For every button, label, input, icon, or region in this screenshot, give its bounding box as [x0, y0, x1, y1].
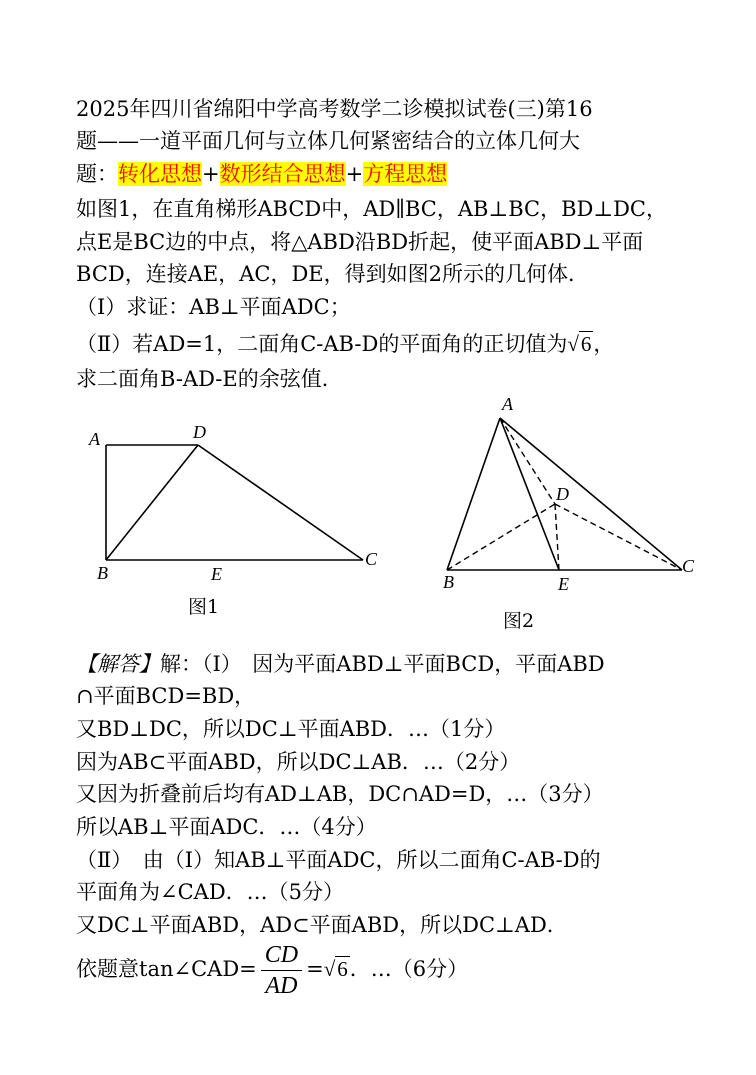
sqrt-radicand: 6: [580, 332, 592, 356]
tag-equation-thinking: 方程思想: [363, 162, 448, 186]
figure-2-caption: 图2: [503, 610, 535, 632]
fig1-label-a: A: [89, 429, 100, 449]
part2-end: ，: [593, 332, 615, 356]
fig1-segment-bd: [106, 445, 198, 560]
solution-line-4: 因为AB⊂平面ABD，所以DC⊥AB．…（2分）: [76, 750, 521, 774]
fig1-label-d: D: [193, 422, 206, 442]
fig1-label-e: E: [211, 564, 222, 584]
problem-line-3: BCD，连接AE，AC，DE，得到如图2所示的几何体．: [76, 262, 589, 286]
figure-1-caption: 图1: [188, 596, 220, 618]
title-prefix: 题：: [76, 162, 118, 186]
solution-line-1: [76, 651, 605, 677]
title-line-3: [76, 161, 447, 187]
fig2-label-b: B: [443, 572, 454, 592]
fraction-cd-ad: [261, 940, 302, 1001]
sqrt-expression-2: √6: [323, 957, 348, 981]
solution-line-6: 所以AB⊥平面ADC．…（4分）: [76, 815, 377, 839]
solution-line-3: 又BD⊥DC，所以DC⊥平面ABD．…（1分）: [76, 717, 506, 741]
fig2-segment-ae: [500, 418, 559, 570]
tag-plus-1: +: [202, 162, 220, 186]
problem-part-2: [76, 331, 614, 357]
fraction-denominator: AD: [265, 973, 298, 999]
sqrt-expression: √6: [567, 332, 592, 356]
solution-line-8: 平面角为∠CAD．…（5分）: [76, 880, 345, 904]
fig2-label-a: A: [502, 394, 513, 414]
figure-1: [80, 415, 390, 600]
solution-line-10-text: 依题意tan∠CAD=: [76, 957, 257, 981]
solution-line-9: 又DC⊥平面ABD，AD⊂平面ABD，所以DC⊥AD．: [76, 913, 568, 937]
solution-line-7: （Ⅱ） 由（Ⅰ）知AB⊥平面ADC，所以二面角C-AB-D的: [76, 848, 601, 872]
solution-line-10-end: ．…（6分）: [349, 957, 469, 981]
sqrt-radicand-2: 6: [337, 957, 348, 981]
fig2-segment-ad: [500, 418, 555, 504]
fig1-label-b: B: [97, 563, 108, 583]
tag-plus-2: +: [345, 162, 364, 186]
fig1-label-c: C: [365, 549, 378, 569]
figure-2: [435, 392, 705, 602]
fig2-segment-ac: [500, 418, 682, 570]
solution-line-10: [76, 940, 468, 1001]
fraction-numerator: CD: [261, 940, 302, 971]
title-line-1: 2025年四川省绵阳中学高考数学二诊模拟试卷(三)第16: [76, 97, 593, 121]
problem-line-2: 点E是BC边的中点，将△ABD沿BD折起，使平面ABD⊥平面: [76, 230, 644, 254]
tag-transform-thinking: 转化思想: [118, 162, 202, 186]
title-line-2: 题——一道平面几何与立体几何紧密结合的立体几何大: [76, 129, 580, 153]
fig2-label-d: D: [556, 484, 569, 504]
fig2-segment-dc: [555, 504, 682, 570]
fig2-label-c: C: [682, 556, 695, 576]
figure-2-svg: [435, 392, 705, 602]
figure-1-svg: [80, 415, 390, 600]
fig2-segment-ab: [447, 418, 500, 570]
solution-line-2: ∩平面BCD=BD，: [76, 684, 256, 708]
solution-line-1-text: 解：（Ⅰ） 因为平面ABD⊥平面BCD，平面ABD: [160, 652, 605, 676]
fig2-label-e: E: [558, 574, 569, 594]
problem-line-1: 如图1，在直角梯形ABCD中，AD∥BC，AB⊥BC，BD⊥DC，: [76, 197, 668, 221]
problem-part-1: （Ⅰ）求证：AB⊥平面ADC；: [76, 295, 351, 319]
fig2-segment-bd: [447, 504, 555, 570]
problem-part-2-line-2: 求二面角B-AD-E的余弦值．: [76, 367, 343, 391]
part2-text: （Ⅱ）若AD=1，二面角C-AB-D的平面角的正切值为: [76, 332, 568, 356]
solution-line-5: 又因为折叠前后均有AD⊥AB，DC∩AD=D，…（3分）: [76, 782, 604, 806]
fig1-segment-dc: [198, 445, 363, 560]
tag-shape-number-thinking: 数形结合思想: [219, 162, 346, 186]
solution-header: 【解答】: [76, 652, 160, 676]
equals-sign: =: [306, 957, 324, 981]
